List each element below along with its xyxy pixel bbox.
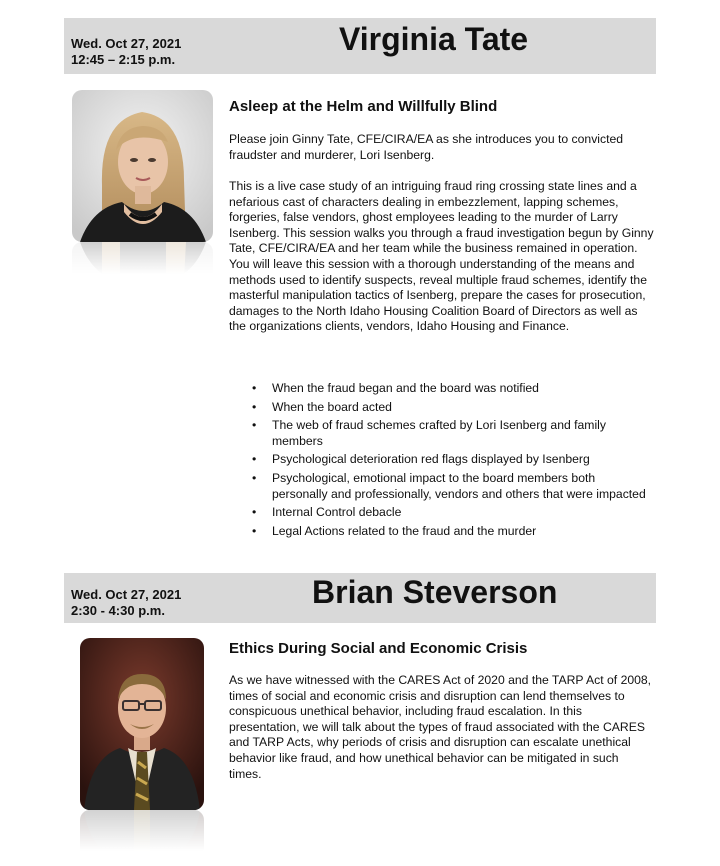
reflection-fade	[80, 810, 204, 858]
speaker-portrait	[80, 638, 204, 810]
session-date: Wed. Oct 27, 2021	[71, 587, 182, 602]
man-portrait-image	[80, 638, 204, 810]
speaker-banner	[64, 18, 656, 74]
speaker-portrait	[72, 90, 213, 242]
session-date: Wed. Oct 27, 2021	[71, 36, 182, 51]
speaker-banner	[64, 573, 656, 623]
talk-topics-list	[252, 381, 652, 542]
session-time: 12:45 – 2:15 p.m.	[71, 52, 176, 67]
talk-title: Asleep at the Helm and Willfully Blind	[229, 98, 498, 115]
list-item: • When the fraud began and the board was notified	[252, 381, 652, 397]
speaker-name: Virginia Tate	[339, 21, 529, 57]
speaker-photo	[72, 90, 213, 280]
list-item: • When the board acted	[252, 400, 652, 416]
reflection-fade	[72, 242, 213, 280]
talk-intro: Please join Ginny Tate, CFE/CIRA/EA as she introduces you to convicted fraudster and murderer, Lori Isenberg.	[229, 132, 624, 162]
list-item: • Legal Actions related to the fraud and the murder	[252, 524, 652, 540]
talk-title: Ethics During Social and Economic Crisis	[229, 640, 528, 657]
talk-description: This is a live case study of an intriguing fraud ring crossing state lines and a nefarious cast of characters dealing in embezzlement, lapping schemes, forgeries, false vendors, ghost employees leading to the murder of Larry Isenberg. This session walks you through a fraud investigation begun by Ginny Tate, CFE/CIRA/EA and her team while the business remained in operation. You will leave this session with a thorough understanding of the means and methods used to identify suspects, reveal multiple fraud schemes, identify the masterful manipulation tactics of Isenberg, prepare the cases for prosecution, damages to the North Idaho Housing Coalition Board of Directors as well as the organizations clients, vendors, Idaho Housing and Finance.	[229, 179, 654, 334]
speaker-photo	[80, 638, 204, 858]
talk-description: As we have witnessed with the CARES Act of 2020 and the TARP Act of 2008, times of social and economic crisis and disruption can lend themselves to conspicuous unethical behavior, including fraud escalation. In this presentation, we will talk about the types of fraud associated with the CARES and TARP Acts, why periods of crisis and disruption can escalate unethical behavior like fraud, and how unethical behavior can be mitigated in such times.	[229, 673, 652, 781]
list-item: • Psychological deterioration red flags displayed by Isenberg	[252, 452, 652, 468]
list-item: • The web of fraud schemes crafted by Lori Isenberg and family members	[252, 418, 652, 449]
session-time: 2:30 - 4:30 p.m.	[71, 603, 165, 618]
list-item: • Internal Control debacle	[252, 505, 652, 521]
woman-portrait-image	[72, 90, 213, 242]
speaker-name: Brian Steverson	[312, 574, 558, 610]
list-item: • Psychological, emotional impact to the board members both personally and professionally, vendors and others that were impacted	[252, 471, 652, 502]
